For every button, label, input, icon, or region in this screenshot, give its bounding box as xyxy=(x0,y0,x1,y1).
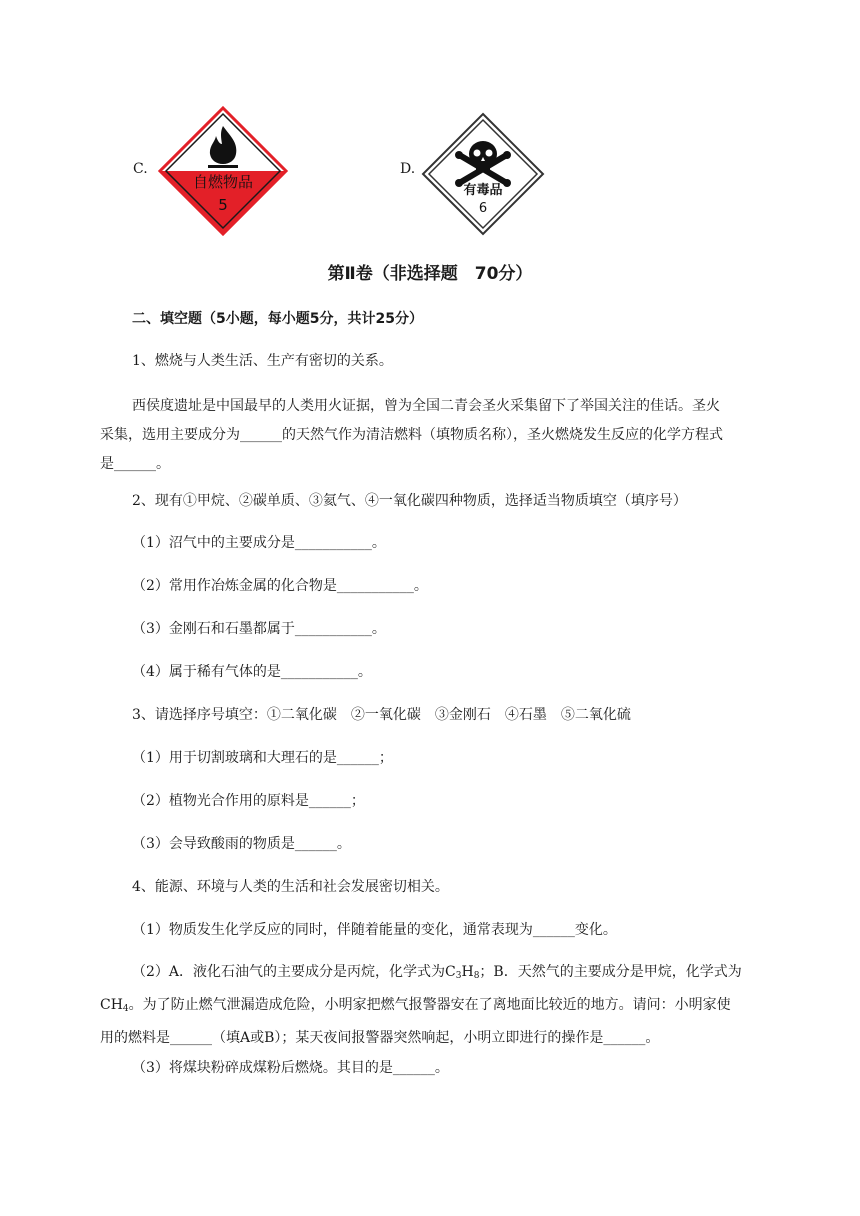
q3-part-2: （2）植物光合作用的原料是______； xyxy=(132,793,365,809)
q4-p2-text-d: CH xyxy=(100,997,123,1013)
q1-body-line-2: 采集，选用主要成分为______的天然气作为清洁燃料（填物质名称），圣火燃烧发生反应的化学方程式 xyxy=(100,427,723,443)
q2-part-4: （4）属于稀有气体的是___________。 xyxy=(132,664,372,680)
sign-d-number: 6 xyxy=(478,201,488,216)
option-c-letter: C. xyxy=(133,161,148,177)
q4-p2-text-a: （2）A．液化石油气的主要成分是丙烷，化学式为C xyxy=(132,964,456,980)
q4-part-1: （1）物质发生化学反应的同时，伴随着能量的变化，通常表现为______变化。 xyxy=(132,922,617,938)
q1-body xyxy=(100,392,800,479)
q1-body-line-3: 是______。 xyxy=(100,456,170,472)
q4-p2-text-c: ；B．天然气的主要成分是甲烷，化学式为 xyxy=(479,964,742,980)
q4-p2-text-b: H xyxy=(461,964,474,980)
q3-part-1: （1）用于切割玻璃和大理石的是______； xyxy=(132,750,393,766)
section-heading: 二、填空题（5小题，每小题5分，共计25分） xyxy=(132,311,423,327)
q4-p2-sub-2: 8 xyxy=(473,971,480,981)
q4-p2-text-e: 。为了防止燃气泄漏造成危险，小明家把燃气报警器安在了离地面比较近的地方。请问：小明家使 xyxy=(128,997,731,1013)
q4-p2-sub-1: 3 xyxy=(455,971,462,981)
option-d-letter: D. xyxy=(400,161,416,177)
spontaneous-combustion-sign xyxy=(158,106,288,236)
q2-part-2: （2）常用作冶炼金属的化合物是___________。 xyxy=(132,578,428,594)
q3-stem: 3、请选择序号填空：①二氧化碳 ②一氧化碳 ③金刚石 ④石墨 ⑤二氧化硫 xyxy=(132,707,631,723)
sign-c-number: 5 xyxy=(218,196,228,214)
q2-part-3: （3）金刚石和石墨都属于___________。 xyxy=(132,621,386,637)
q1-stem: 1、燃烧与人类生活、生产有密切的关系。 xyxy=(132,353,393,369)
q1-body-line-1: 西侯度遗址是中国最早的人类用火证据，曾为全国二青会圣火采集留下了举国关注的佳话。圣火 xyxy=(132,398,720,414)
q4-p2-line-3: 用的燃料是______（填A或B）；某天夜间报警器突然响起，小明立即进行的操作是______。 xyxy=(100,1030,660,1046)
q4-part-2 xyxy=(100,958,800,1053)
q4-p2-sub-3: 4 xyxy=(122,1004,129,1014)
volume-title: 第Ⅱ卷（非选择题 70分） xyxy=(327,264,533,284)
q4-part-3: （3）将煤块粉碎成煤粉后燃烧。其目的是______。 xyxy=(132,1060,449,1076)
q4-stem: 4、能源、环境与人类的生活和社会发展密切相关。 xyxy=(132,879,449,895)
q2-stem: 2、现有①甲烷、②碳单质、③氦气、④一氧化碳四种物质，选择适当物质填空（填序号） xyxy=(132,493,687,509)
q2-part-1: （1）沼气中的主要成分是___________。 xyxy=(132,535,386,551)
sign-d-label: 有毒品 xyxy=(463,183,503,198)
q3-part-3: （3）会导致酸雨的物质是______。 xyxy=(132,836,351,852)
sign-c-label: 自燃物品 xyxy=(192,173,254,191)
toxic-substance-sign xyxy=(421,112,545,236)
